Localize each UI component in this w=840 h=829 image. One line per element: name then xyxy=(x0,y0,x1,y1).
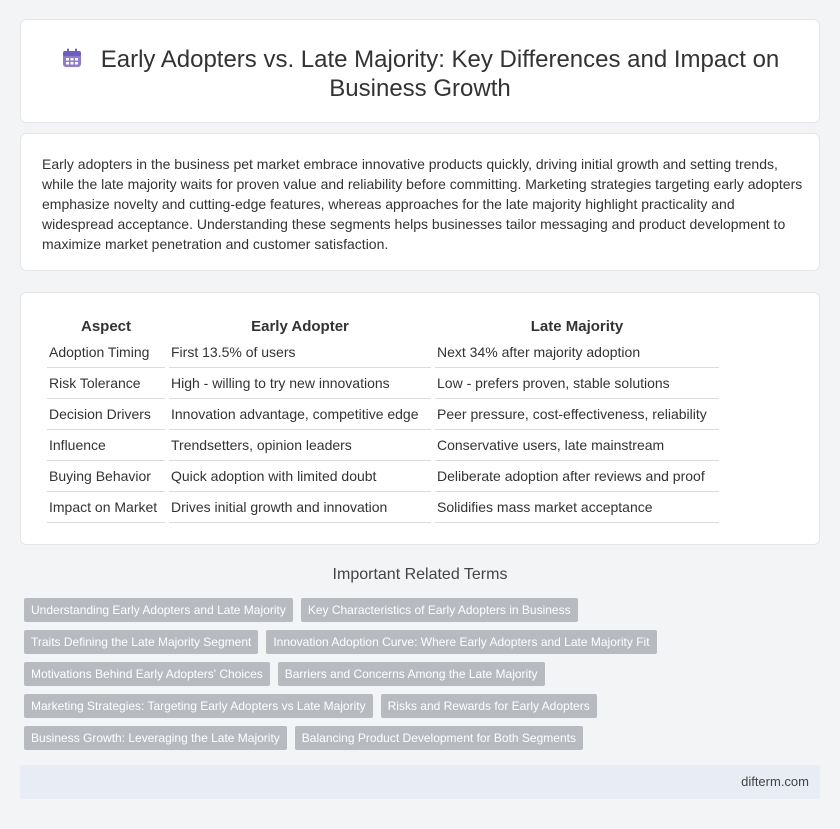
footer-site-link[interactable]: difterm.com xyxy=(741,774,809,789)
table-cell: Adoption Timing xyxy=(47,337,165,368)
related-term-tag[interactable]: Traits Defining the Late Majority Segment xyxy=(24,630,258,654)
intro-card xyxy=(20,133,820,271)
related-terms-list xyxy=(24,598,814,758)
comparison-table-card xyxy=(20,292,820,545)
related-term-tag[interactable]: Motivations Behind Early Adopters' Choices xyxy=(24,662,270,686)
tag-row xyxy=(24,726,814,758)
table-cell: Impact on Market xyxy=(47,492,165,523)
table-row xyxy=(47,337,719,368)
related-terms-heading: Important Related Terms xyxy=(332,566,508,583)
related-term-tag[interactable]: Business Growth: Leveraging the Late Majority xyxy=(24,726,287,750)
table-cell: Decision Drivers xyxy=(47,399,165,430)
table-cell: Innovation advantage, competitive edge xyxy=(169,399,431,430)
footer xyxy=(20,765,820,799)
title-card xyxy=(20,19,820,123)
header-late-majority: Late Majority xyxy=(530,317,624,335)
table-cell: Influence xyxy=(47,430,165,461)
table-cell: High - willing to try new innovations xyxy=(169,368,431,399)
table-cell: Risk Tolerance xyxy=(47,368,165,399)
related-term-tag[interactable]: Barriers and Concerns Among the Late Majority xyxy=(278,662,545,686)
calendar-icon xyxy=(61,47,83,69)
table-row xyxy=(47,492,719,523)
table-row xyxy=(47,368,719,399)
table-cell: Low - prefers proven, stable solutions xyxy=(435,368,719,399)
table-cell: Quick adoption with limited doubt xyxy=(169,461,431,492)
table-row xyxy=(47,461,719,492)
table-cell: Trendsetters, opinion leaders xyxy=(169,430,431,461)
tag-row xyxy=(24,598,814,630)
tag-row xyxy=(24,662,814,694)
related-term-tag[interactable]: Risks and Rewards for Early Adopters xyxy=(381,694,597,718)
tag-row xyxy=(24,630,814,662)
related-term-tag[interactable]: Marketing Strategies: Targeting Early Adopters vs Late Majority xyxy=(24,694,373,718)
table-cell: First 13.5% of users xyxy=(169,337,431,368)
table-cell: Buying Behavior xyxy=(47,461,165,492)
page-title: Early Adopters vs. Late Majority: Key Differences and Impact on Business Growth xyxy=(100,46,780,102)
header-early-adopter: Early Adopter xyxy=(251,317,349,335)
header-aspect: Aspect xyxy=(80,317,132,335)
related-term-tag[interactable]: Understanding Early Adopters and Late Majority xyxy=(24,598,293,622)
related-term-tag[interactable]: Key Characteristics of Early Adopters in Business xyxy=(301,598,578,622)
related-term-tag[interactable]: Innovation Adoption Curve: Where Early Adopters and Late Majority Fit xyxy=(266,630,656,654)
table-row xyxy=(47,399,719,430)
table-cell: Drives initial growth and innovation xyxy=(169,492,431,523)
tag-row xyxy=(24,694,814,726)
page-title-wrap xyxy=(21,45,819,103)
intro-paragraph: Early adopters in the business pet market embrace innovative products quickly, driving initial growth and setting trends, while the late majority waits for proven value and reliability before committing. Marketing strategies targeting early adopters emphasize novelty and cutting-edge features, whereas approaches for the late majority highlight practicality and widespread acceptance. Understanding these segments helps businesses tailor messaging and product development to maximize market penetration and customer satisfaction. xyxy=(42,156,803,252)
related-term-tag[interactable]: Balancing Product Development for Both Segments xyxy=(295,726,583,750)
table-cell: Next 34% after majority adoption xyxy=(435,337,719,368)
table-row xyxy=(47,430,719,461)
table-cell: Conservative users, late mainstream xyxy=(435,430,719,461)
table-cell: Solidifies mass market acceptance xyxy=(435,492,719,523)
table-cell: Peer pressure, cost-effectiveness, reliability xyxy=(435,399,719,430)
table-header-row xyxy=(47,315,719,337)
comparison-table xyxy=(43,315,723,523)
table-cell: Deliberate adoption after reviews and proof xyxy=(435,461,719,492)
